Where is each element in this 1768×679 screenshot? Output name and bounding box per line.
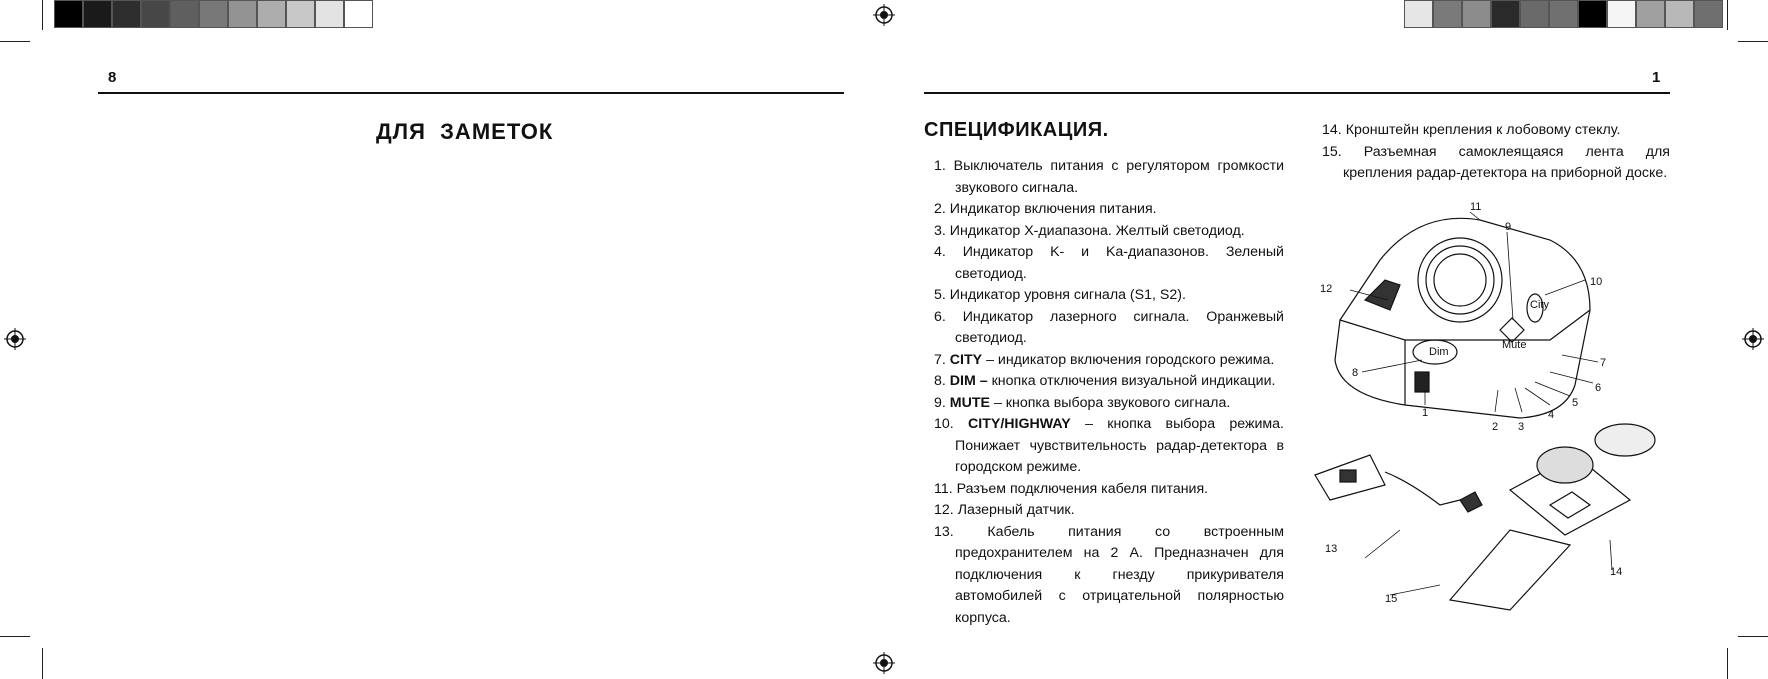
callout-1: 1 bbox=[1422, 407, 1429, 419]
spec-item-text: Разъем подключения кабеля питания. bbox=[956, 480, 1209, 497]
color-swatch bbox=[257, 0, 286, 28]
callout-3: 3 bbox=[1518, 421, 1525, 433]
spec-item-text: – кнопка выбора режима. Понижает чувствительность радар-детектора в городском режиме. bbox=[955, 416, 1284, 475]
spec-item-key: CITY/HIGHWAY bbox=[968, 416, 1071, 432]
callout-13: 13 bbox=[1325, 543, 1338, 555]
callout-9: 9 bbox=[1505, 221, 1512, 233]
color-swatch bbox=[344, 0, 373, 28]
color-swatch bbox=[1404, 0, 1433, 28]
spec-item-text: Индикатор включения питания. bbox=[949, 201, 1157, 217]
crop-mark bbox=[42, 0, 43, 30]
spec-item-text: Индикатор лазерного сигнала. Оранжевый светодиод. bbox=[955, 308, 1284, 346]
color-bar-left bbox=[54, 0, 373, 28]
spec-item-text: Индикатор K- и Ka-диапазонов. Зеленый светодиод. bbox=[955, 244, 1284, 282]
spec-item-number: 3. bbox=[934, 222, 946, 239]
spec-item bbox=[934, 393, 1284, 415]
color-swatch bbox=[1491, 0, 1520, 28]
windshield-bracket bbox=[1510, 424, 1655, 535]
page-number-left: 8 bbox=[108, 69, 117, 86]
spec-item-text: Кабель питания со встроенным предохранителем на 2 А. Предназначен для подключения к гнезду прикуривателя автомобилей с отрицательной полярностью корпуса. bbox=[955, 523, 1284, 626]
callout-5: 5 bbox=[1572, 397, 1579, 409]
spec-item bbox=[934, 242, 1284, 285]
spec-item bbox=[934, 350, 1284, 372]
spec-item-number: 13. bbox=[934, 523, 954, 540]
spec-item-text: Лазерный датчик. bbox=[957, 502, 1075, 518]
spec-item-number: 8. bbox=[934, 373, 946, 389]
adhesive-tape bbox=[1450, 530, 1570, 610]
crop-mark bbox=[1727, 0, 1728, 30]
device-label-dim: Dim bbox=[1429, 346, 1449, 358]
device-label-city: City bbox=[1530, 299, 1549, 311]
color-swatch bbox=[141, 0, 170, 28]
crop-mark bbox=[0, 41, 30, 42]
spec-item bbox=[934, 156, 1284, 199]
spec-item-text: – индикатор включения городского режима. bbox=[982, 351, 1275, 368]
spec-item-number: 14. bbox=[1322, 122, 1342, 138]
registration-mark-top bbox=[873, 4, 895, 26]
spec-item-key: MUTE bbox=[949, 394, 990, 411]
spec-item bbox=[934, 199, 1284, 221]
callout-14: 14 bbox=[1610, 566, 1623, 578]
spec-item bbox=[934, 307, 1284, 350]
color-swatch bbox=[1433, 0, 1462, 28]
color-swatch bbox=[1694, 0, 1723, 28]
spec-item-text: Кронштейн крепления к лобовому стеклу. bbox=[1345, 122, 1621, 138]
callout-12: 12 bbox=[1320, 283, 1333, 295]
color-swatch bbox=[286, 0, 315, 28]
spec-item-text: Индикатор X-диапазона. Желтый светодиод. bbox=[949, 222, 1245, 239]
crop-mark bbox=[1738, 41, 1768, 42]
crop-mark bbox=[42, 648, 43, 679]
spec-item-text: Выключатель питания с регулятором громкости звукового сигнала. bbox=[953, 158, 1284, 196]
color-swatch bbox=[112, 0, 141, 28]
spec-item-number: 7. bbox=[934, 351, 946, 368]
spec-item-key: CITY bbox=[949, 351, 983, 368]
color-swatch bbox=[1636, 0, 1665, 28]
header-rule-left bbox=[98, 92, 844, 94]
notes-title: ДЛЯ ЗАМЕТОК bbox=[376, 119, 554, 144]
spec-item bbox=[1322, 142, 1670, 185]
callout-10: 10 bbox=[1590, 276, 1603, 288]
callout-6: 6 bbox=[1595, 382, 1602, 394]
registration-mark-bottom bbox=[873, 652, 895, 674]
color-swatch bbox=[1578, 0, 1607, 28]
spec-item-number: 9. bbox=[934, 394, 946, 411]
callout-15: 15 bbox=[1385, 593, 1398, 605]
spec-list-continued bbox=[1322, 120, 1670, 185]
color-bar-right bbox=[1404, 0, 1723, 28]
color-swatch bbox=[1549, 0, 1578, 28]
spec-item bbox=[934, 479, 1284, 501]
radar-detector-unit bbox=[1335, 218, 1590, 418]
spec-item-key: DIM – bbox=[949, 373, 988, 389]
callout-11: 11 bbox=[1470, 201, 1482, 213]
color-swatch bbox=[1520, 0, 1549, 28]
spec-list bbox=[934, 156, 1284, 629]
callout-2: 2 bbox=[1492, 421, 1499, 433]
spec-item-number: 11. bbox=[934, 480, 953, 497]
spec-item-number: 12. bbox=[934, 502, 954, 518]
color-swatch bbox=[1462, 0, 1491, 28]
registration-mark-left bbox=[4, 328, 26, 350]
spec-item-number: 10. bbox=[934, 416, 954, 432]
spec-item-text: кнопка отключения визуальной индикации. bbox=[987, 373, 1276, 389]
crop-mark bbox=[1727, 648, 1728, 679]
color-swatch bbox=[228, 0, 257, 28]
color-swatch bbox=[1665, 0, 1694, 28]
spec-item bbox=[934, 285, 1284, 307]
spec-title: СПЕЦИФИКАЦИЯ. bbox=[924, 119, 1109, 141]
spec-item-number: 4. bbox=[934, 244, 946, 260]
page-number-right: 1 bbox=[1652, 69, 1661, 86]
spec-item-text: – кнопка выбора звукового сигнала. bbox=[990, 394, 1231, 411]
color-swatch bbox=[1607, 0, 1636, 28]
color-swatch bbox=[83, 0, 112, 28]
spec-item bbox=[1322, 120, 1670, 142]
color-swatch bbox=[170, 0, 199, 28]
spec-item-text: Разъемная самоклеящаяся лента для крепления радар-детектора на приборной доске. bbox=[1343, 143, 1670, 181]
spec-item-number: 5. bbox=[934, 287, 946, 303]
header-rule-right bbox=[924, 92, 1670, 94]
spec-item-number: 15. bbox=[1322, 143, 1342, 160]
color-swatch bbox=[199, 0, 228, 28]
spec-item bbox=[934, 522, 1284, 630]
spec-item bbox=[934, 221, 1284, 243]
callout-8: 8 bbox=[1352, 367, 1359, 379]
spec-item-number: 6. bbox=[934, 308, 946, 325]
color-swatch bbox=[315, 0, 344, 28]
spec-item bbox=[934, 371, 1284, 393]
power-cable bbox=[1315, 455, 1482, 512]
registration-mark-right bbox=[1742, 328, 1764, 350]
crop-mark bbox=[1738, 636, 1768, 637]
color-swatch bbox=[54, 0, 83, 28]
spec-item bbox=[934, 414, 1284, 479]
callout-7: 7 bbox=[1600, 357, 1607, 369]
spec-item-number: 2. bbox=[934, 201, 946, 217]
spec-item bbox=[934, 500, 1284, 522]
crop-mark bbox=[0, 636, 30, 637]
spec-item-text: Индикатор уровня сигнала (S1, S2). bbox=[949, 287, 1186, 303]
radar-detector-illustration bbox=[1310, 200, 1680, 620]
device-label-mute: Mute bbox=[1502, 339, 1527, 351]
callout-4: 4 bbox=[1548, 409, 1555, 421]
spec-item-number: 1. bbox=[934, 158, 946, 174]
